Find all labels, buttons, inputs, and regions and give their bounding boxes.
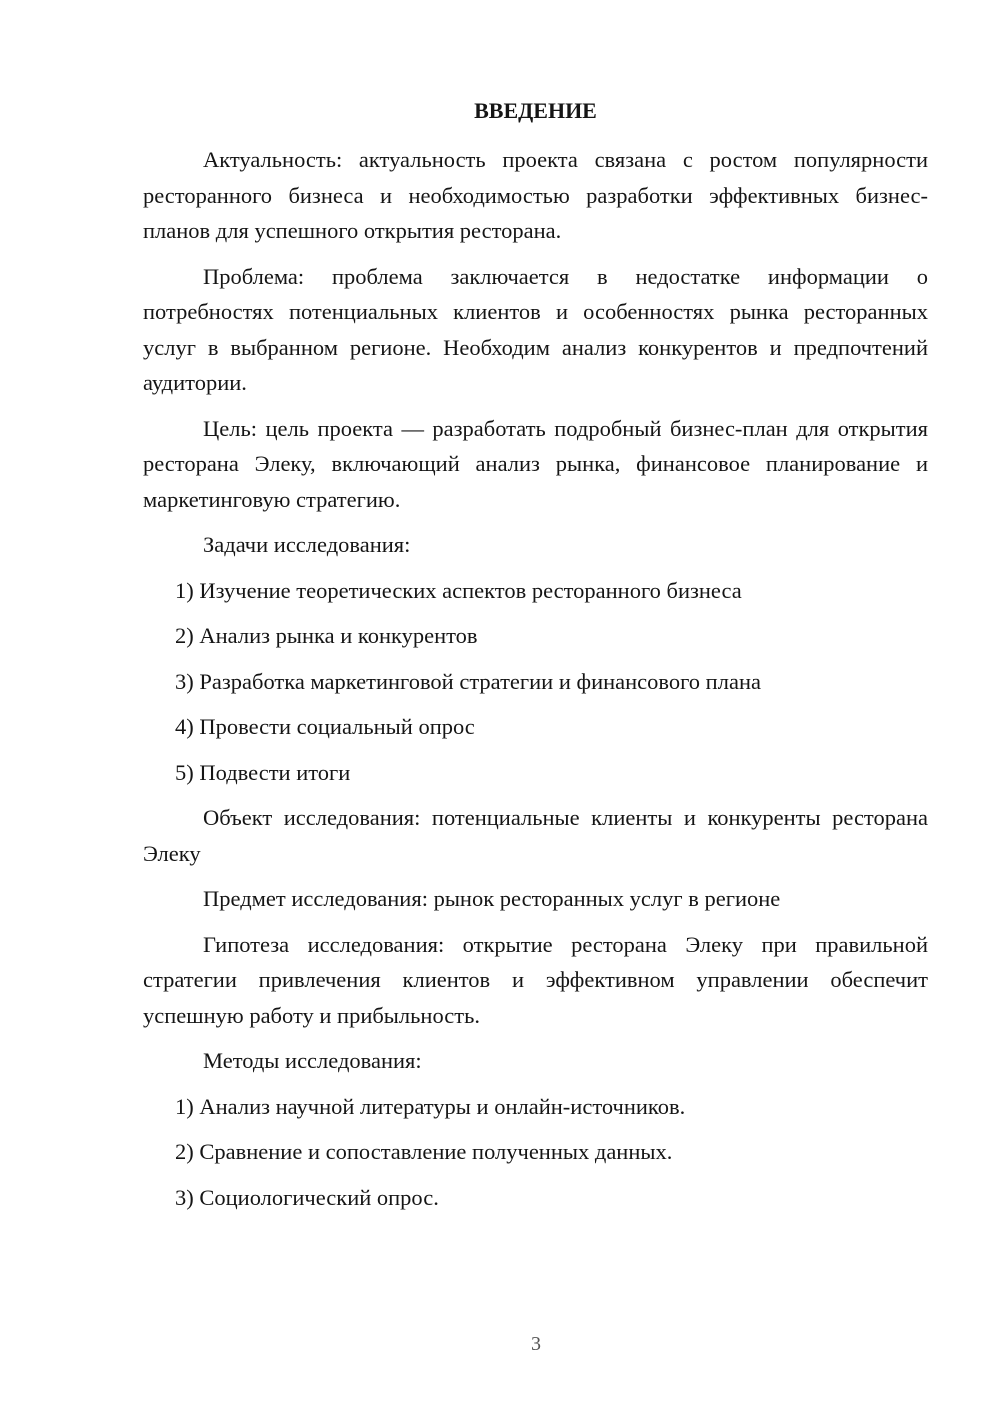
relevance-paragraph: Актуальность: актуальность проекта связана с ростом популярности ресторанного бизнеса и необходимостью разработки эффективных бизнес-планов для успешного открытия ресторана. [143,147,928,243]
method-item: 3) Социологический опрос. [175,1184,439,1210]
task-item: 1) Изучение теоретических аспектов ресторанного бизнеса [175,577,742,603]
method-item: 2) Сравнение и сопоставление полученных данных. [175,1139,673,1164]
tasks-title: Задачи исследования: [203,532,411,557]
hypothesis-paragraph: Гипотеза исследования: открытие ресторана Элеку при правильной стратегии привлечения клиентов и эффективном управлении обеспечит успешную работу и прибыльность. [143,931,928,1028]
methods-title: Методы исследования: [203,1048,422,1073]
task-item: 5) Подвести итоги [175,759,351,785]
object-paragraph: Объект исследования: потенциальные клиенты и конкуренты ресторана Элеку [143,805,928,866]
section-heading: ВВЕДЕНИЕ [474,98,597,123]
subject-paragraph: Предмет исследования: рынок ресторанных услуг в регионе [203,886,781,911]
task-item: 3) Разработка маркетинговой стратегии и финансового плана [175,668,761,694]
page-number: 3 [531,1333,541,1355]
task-item: 4) Провести социальный опрос [175,714,475,739]
document-body [143,96,928,1225]
method-item: 1) Анализ научной литературы и онлайн-источников. [175,1093,686,1119]
task-item: 2) Анализ рынка и конкурентов [175,623,478,648]
goal-paragraph: Цель: цель проекта — разработать подробный бизнес-план для открытия ресторана Элеку, включающий анализ рынка, финансовое планирование и маркетинговую стратегию. [143,415,928,512]
problem-paragraph: Проблема: проблема заключается в недостатке информации о потребностях потенциальных клиентов и особенностях рынка ресторанных услуг в выбранном регионе. Необходим анализ конкурентов и предпочтений аудитории. [143,263,928,395]
